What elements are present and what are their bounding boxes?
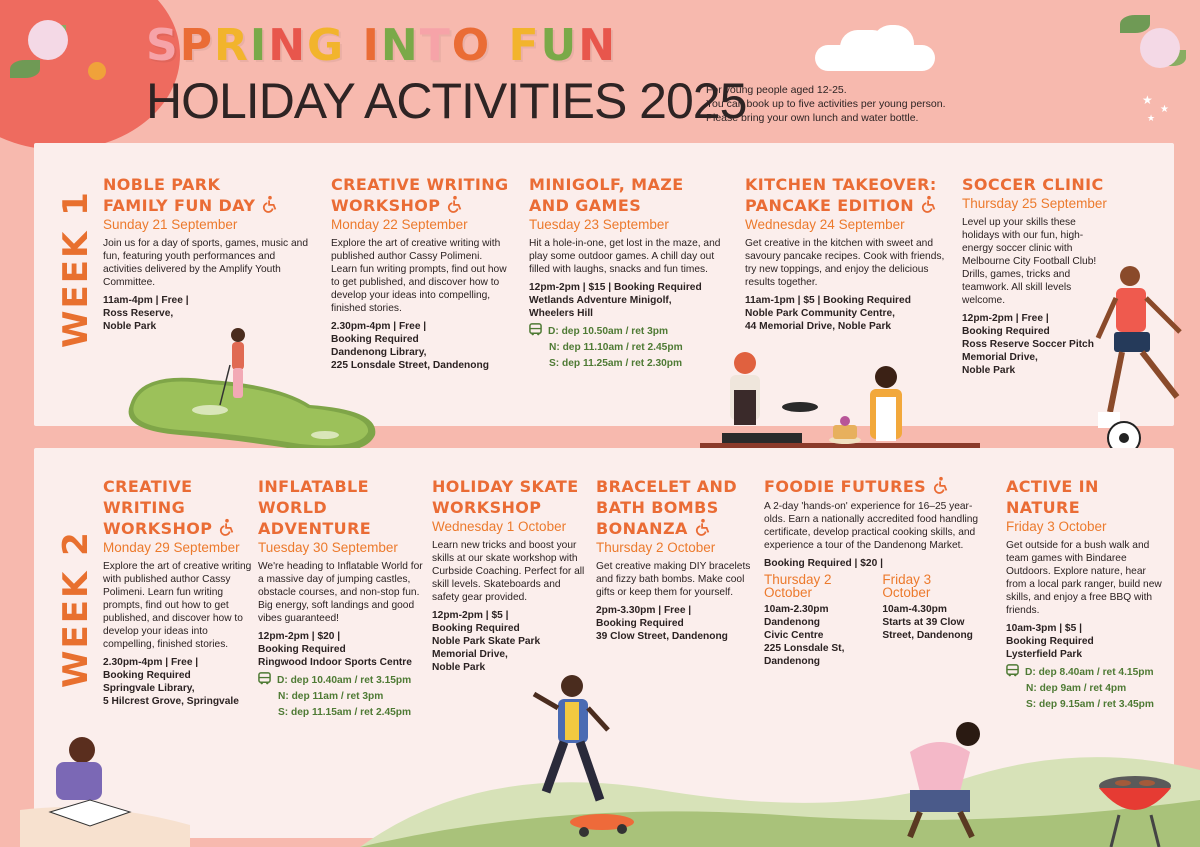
event-title-line: NATURE (1006, 498, 1081, 517)
event-description: Level up your skills these holidays with our fun, high-energy soccer clinic with Melbourne City Football Club! Drills, games, tricks and teamwork. All skill levels welcome. (962, 217, 1097, 306)
event-date: Thursday 2 October (596, 540, 716, 555)
event-inflatable-world-adventure (258, 476, 423, 719)
event-description: Explore the art of creative writing with published author Cassy Polimeni. Learn fun writing prompts, find out how to get published, and discover how to develop your ideas into compelling, finished stories. (103, 561, 252, 650)
event-creative-writing-workshop-week2 (103, 476, 255, 708)
event-description: We're heading to Inflatable World for a massive day of jumping castles, obstacle courses, and non-stop fun. Big energy, soft landings and good vibes guaranteed! (258, 561, 423, 624)
event-date: Sunday 21 September (103, 217, 238, 232)
event-title-line: HOLIDAY SKATE (432, 477, 579, 496)
wheelchair-accessible-icon (218, 518, 236, 536)
skateboarder-illustration (522, 672, 642, 847)
event-title-line: ADVENTURE (258, 519, 372, 538)
title-letter: P (179, 20, 214, 71)
bus-time: S: dep 9.15am / ret 3.45pm (1026, 699, 1154, 710)
event-detail: 11am-1pm | $5 | Booking Required (745, 295, 911, 306)
event-detail: Booking Required (331, 334, 419, 345)
event-title (1006, 476, 1168, 518)
chefs-pancake-illustration (700, 345, 980, 463)
bus-time-text: D: dep 10.40am / ret 3.15pm (277, 675, 412, 686)
event-detail: Wetlands Adventure Minigolf, (529, 295, 672, 306)
event-detail: 5 Hilcrest Grove, Springvale (103, 696, 239, 707)
title-letter: T (419, 20, 452, 71)
event-date: Wednesday 24 September (745, 217, 905, 232)
event-detail: 39 Clow Street, Dandenong (596, 631, 728, 642)
title-letter: G (307, 20, 346, 71)
decorative-flower (1140, 28, 1180, 68)
event-title-line: WORLD (258, 498, 328, 517)
event-detail: Noble Park Skate Park (432, 636, 541, 647)
event-bracelet-bath-bombs (596, 476, 756, 643)
event-detail: Starts at 39 Clow (882, 617, 965, 628)
event-detail: Booking Required (1006, 636, 1094, 647)
title-letter: U (540, 20, 579, 71)
title-letter: N (268, 20, 308, 71)
event-title-line: WORKSHOP (432, 498, 542, 517)
event-description: Learn new tricks and boost your skills at our skate workshop with Curbside Coaching. Perfect for all skill levels. Skateboards and safety gear provided. (432, 540, 585, 603)
event-description: A 2-day 'hands-on' experience for 16–25 year-olds. Earn a nationally accredited food handling certificate, develop practical cooking skills, and experience a tour of the Dandenong Market. (764, 501, 979, 551)
event-detail: Booking Required (432, 623, 520, 634)
event-detail: Ross Reserve, (103, 308, 174, 319)
wheelchair-accessible-icon (446, 195, 464, 213)
event-title-line: INFLATABLE (258, 477, 369, 496)
event-detail: 12pm-2pm | $5 | (432, 610, 509, 621)
decorative-flower (28, 20, 68, 60)
bus-icon (258, 672, 271, 685)
info-line: You can book up to five activities per young person. (706, 98, 946, 110)
event-title-line: WORKSHOP (103, 519, 213, 538)
bus-time (529, 323, 721, 338)
event-detail: 44 Memorial Drive, Noble Park (745, 321, 892, 332)
event-title (103, 476, 255, 539)
wheelchair-accessible-icon (694, 518, 712, 536)
event-title-line: NOBLE PARK (103, 175, 221, 194)
event-date: Monday 29 September (103, 540, 240, 555)
event-title-line: AND GAMES (529, 196, 642, 215)
event-detail: Dandenong (764, 656, 821, 667)
bus-time: S: dep 11.25am / ret 2.30pm (549, 358, 683, 369)
title-letter: N (380, 20, 420, 71)
title-letter: R (213, 20, 250, 71)
bbq-grill-illustration (1095, 770, 1175, 847)
event-detail: Dandenong (764, 617, 821, 628)
event-detail: 10am-3pm | $5 | (1006, 623, 1082, 634)
event-title (331, 174, 511, 216)
event-title-line: BRACELET AND (596, 477, 738, 496)
event-detail: 2.30pm-4pm | Free | (103, 657, 199, 668)
wheelchair-accessible-icon (932, 476, 950, 494)
bus-time: N: dep 11am / ret 3pm (278, 691, 384, 702)
event-detail: 12pm-2pm | $15 | Booking Required (529, 282, 702, 293)
bus-time (258, 672, 423, 687)
decorative-leaf (1120, 15, 1150, 33)
event-active-in-nature (1006, 476, 1168, 711)
event-date: Monday 22 September (331, 217, 468, 232)
event-detail: 2.30pm-4pm | Free | (331, 321, 427, 332)
bus-time-text: D: dep 8.40am / ret 4.15pm (1025, 667, 1154, 678)
event-title: SOCCER CLINIC (962, 175, 1104, 194)
event-title-line: ACTIVE IN (1006, 477, 1099, 496)
event-detail: 2pm-3.30pm | Free | (596, 605, 692, 616)
event-title-line: BONANZA (596, 519, 688, 538)
foodie-day1 (764, 573, 870, 668)
event-title-line: FAMILY FUN DAY (103, 196, 256, 215)
title-spring-into-fun-text (146, 20, 617, 71)
event-detail: Ringwood Indoor Sports Centre (258, 657, 412, 668)
event-detail: Civic Centre (764, 630, 824, 641)
title-letter (491, 20, 508, 71)
bus-icon (529, 323, 542, 336)
cloud-shape (872, 25, 914, 63)
event-title (529, 174, 721, 216)
decorative-sun-flower (88, 62, 106, 80)
event-foodie-futures (764, 476, 979, 668)
event-detail: Noble Park (103, 321, 157, 332)
event-date: Thursday 25 September (962, 196, 1107, 211)
event-description: Get creative making DIY bracelets and fizzy bath bombs. Make cool gifts or keep them for yourself. (596, 561, 751, 598)
event-title (103, 174, 311, 216)
event-date: Thursday 2 October (764, 572, 832, 600)
event-title-line: WORKSHOP (331, 196, 441, 215)
event-detail: 11am-4pm | Free | (103, 295, 189, 306)
event-detail: 10am-4.30pm (882, 604, 947, 615)
event-title (764, 476, 979, 497)
event-title (258, 476, 423, 539)
nature-person-illustration (880, 712, 1000, 842)
event-description: Hit a hole-in-one, get lost in the maze, and play some outdoor games. A chill day out filled with laughs, snacks and fun times. (529, 238, 721, 275)
event-detail: Memorial Drive, (432, 649, 508, 660)
title-letter: O (451, 20, 492, 71)
header-info (706, 83, 946, 125)
event-detail: 225 Lonsdale St, (764, 643, 845, 654)
foodie-day-columns (764, 573, 979, 668)
event-title-line: WRITING (103, 498, 186, 517)
event-holiday-skate-workshop (432, 476, 587, 674)
event-detail: 12pm-2pm | Free | (962, 313, 1049, 324)
star-icon: ★ (1142, 93, 1153, 107)
bus-time: N: dep 9am / ret 4pm (1026, 683, 1127, 694)
event-description: Join us for a day of sports, games, music and fun, featuring youth performances and activities delivered by the Amplify Youth Committee. (103, 238, 308, 288)
bus-time-text: D: dep 10.50am / ret 3pm (548, 326, 669, 337)
event-title (432, 476, 587, 518)
title-spring-into-fun (146, 20, 617, 71)
event-detail: 10am-2.30pm (764, 604, 829, 615)
event-detail: Springvale Library, (103, 683, 195, 694)
event-date: Tuesday 30 September (258, 540, 398, 555)
event-title-line: CREATIVE WRITING (331, 175, 509, 194)
event-booking: Booking Required | $20 | (764, 558, 883, 569)
soccer-player-illustration (1082, 262, 1194, 462)
title-letter: F (508, 20, 541, 71)
event-detail: Lysterfield Park (1006, 649, 1083, 660)
wheelchair-accessible-icon (261, 195, 279, 213)
event-title (745, 174, 945, 216)
bus-time: S: dep 11.15am / ret 2.45pm (278, 707, 412, 718)
event-detail: Memorial Drive, (962, 352, 1038, 363)
event-title-line: PANCAKE EDITION (745, 196, 915, 215)
info-line: For young people aged 12-25. (706, 84, 847, 96)
event-date: Wednesday 1 October (432, 519, 567, 534)
event-detail: Ross Reserve Soccer Pitch (962, 339, 1094, 350)
event-title-line: KITCHEN TAKEOVER: (745, 175, 937, 194)
event-detail: Dandenong Library, (331, 347, 427, 358)
event-title-line: FOODIE FUTURES (764, 477, 927, 496)
info-line: Please bring your own lunch and water bottle. (706, 112, 919, 124)
title-letter: N (578, 20, 618, 71)
event-detail: Noble Park Community Centre, (745, 308, 896, 319)
week2-label: WEEK 2 (56, 530, 96, 688)
event-description: Get outside for a bush walk and team games with Bindaree Outdoors. Explore nature, hear from a local park ranger, build new skills, and enjoy a free BBQ with friends. (1006, 540, 1162, 616)
wheelchair-accessible-icon (920, 195, 938, 213)
title-letter: I (249, 20, 269, 71)
reading-person-illustration (20, 730, 190, 847)
event-title-line: BATH BOMBS (596, 498, 719, 517)
event-detail: Wheelers Hill (529, 308, 593, 319)
decorative-leaf (10, 60, 40, 78)
title-letter: I (362, 20, 381, 71)
event-detail: 12pm-2pm | $20 | (258, 631, 341, 642)
bus-icon (1006, 664, 1019, 677)
bus-time (1006, 664, 1168, 679)
event-detail: Noble Park (432, 662, 486, 673)
event-title (596, 476, 756, 539)
page-title: HOLIDAY ACTIVITIES 2025 (146, 73, 747, 129)
event-detail: Noble Park (962, 365, 1016, 376)
golf-illustration (120, 310, 385, 460)
event-detail: Street, Dandenong (882, 630, 973, 641)
week1-label: WEEK 1 (56, 190, 96, 348)
event-description: Get creative in the kitchen with sweet and savoury pancake recipes. Cook with friends, try new toppings, and enjoy the delicious results together. (745, 238, 945, 288)
event-detail: Booking Required (596, 618, 684, 629)
event-title-line: CREATIVE (103, 477, 193, 496)
event-date: Friday 3 October (882, 572, 932, 600)
event-kitchen-takeover (745, 174, 945, 333)
event-description: Explore the art of creative writing with published author Cassy Polimeni. Learn fun writing prompts, find out how to get published, and discover how to develop your ideas into compelling, finished stories. (331, 238, 507, 314)
foodie-day2 (882, 573, 979, 668)
event-date: Tuesday 23 September (529, 217, 669, 232)
title-letter: S (146, 20, 180, 71)
event-date: Friday 3 October (1006, 519, 1107, 534)
bus-time: N: dep 11.10am / ret 2.45pm (549, 342, 683, 353)
green-hills-illustration (360, 720, 1200, 847)
star-icon: ★ (1147, 114, 1156, 124)
event-minigolf-maze-games (529, 174, 721, 370)
event-detail: Booking Required (258, 644, 346, 655)
event-detail: Booking Required (962, 326, 1050, 337)
title-letter (345, 20, 362, 71)
event-detail: Booking Required (103, 670, 191, 681)
event-detail: 225 Lonsdale Street, Dandenong (331, 360, 489, 371)
star-icon: ★ (1160, 104, 1169, 115)
event-title-line: MINIGOLF, MAZE (529, 175, 684, 194)
